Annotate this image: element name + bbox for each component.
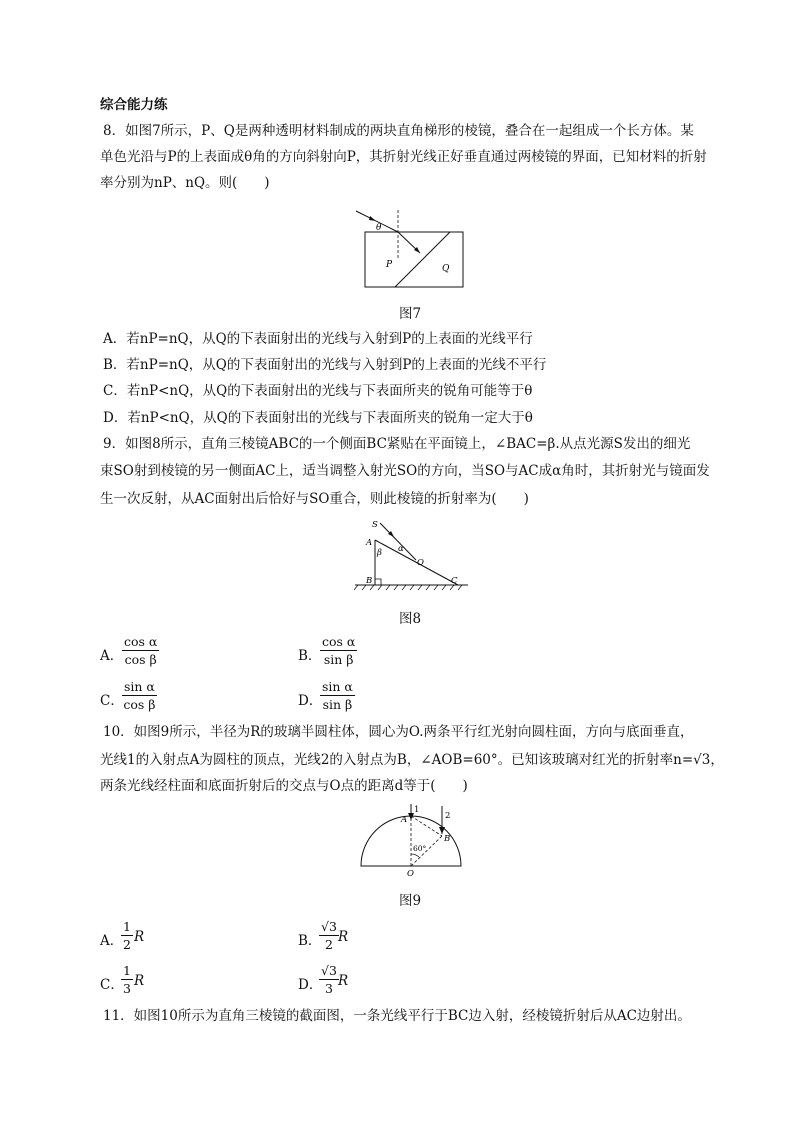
q9-option-c-den: cos β [123, 697, 156, 712]
figure-7-caption: 图7 [399, 306, 422, 322]
q9-line-3: 生一次反射，从AC面射出后恰好与SO重合，则此棱镜的折射率为( ) [100, 491, 529, 507]
q8-option-b: B．若nP=nQ，从Q的下表面射出的光线与入射到P的上表面的光线不平行 [103, 357, 547, 373]
q9-option-a-den: cos β [124, 652, 157, 667]
incident-arrow [369, 216, 376, 221]
label-2: 2 [445, 811, 451, 821]
q10-option-b-fraction [319, 919, 339, 952]
label-1: 1 [414, 805, 420, 815]
q9-option-a-letter: A． [100, 648, 124, 664]
label-o: O [417, 558, 424, 568]
q10-line-1: 10．如图9所示，半径为R的玻璃半圆柱体，圆心为O.两条平行红光射向圆柱面，方向与底面垂直， [103, 724, 694, 740]
figure-8-caption: 图8 [399, 611, 422, 627]
q8-option-d: D．若nP<nQ，从Q的下表面射出的光线与下表面所夹的锐角一定大于θ [103, 410, 533, 426]
label-o: O [407, 869, 414, 879]
prism-rect [365, 232, 463, 287]
q9-option-d-den: sin β [322, 697, 353, 712]
q10-option-d-tail: R [338, 973, 349, 989]
q10-option-b-den: 2 [324, 937, 333, 952]
q9-option-d-letter: D． [298, 693, 323, 709]
q10-line-2: 光线1的入射点A为圆柱的顶点，光线2的入射点为B，∠AOB=60°。已知该玻璃对红光的折射率n=√3， [100, 752, 724, 768]
q11-line-1: 11．如图10所示为直角三棱镜的截面图，一条光线平行于BC边入射，经棱镜折射后从AC边射出。 [103, 1008, 691, 1024]
q9-option-b-num: cos α [322, 634, 356, 649]
q10-option-c-tail: R [134, 973, 145, 989]
label-angle: 60° [413, 844, 427, 853]
label-p: P [386, 260, 393, 270]
label-b: B [444, 834, 451, 844]
figure-9 [355, 800, 470, 880]
q10-option-a-num: 1 [123, 919, 131, 934]
q10-option-b-num: √3 [321, 919, 337, 934]
q8-line-3: 率分别为nP、nQ。则( ) [100, 175, 270, 191]
q9-line-2: 束SO射到棱镜的另一侧面AC上，适当调整入射光SO的方向，当SO与AC成α角时，其折射光与镜面发 [100, 463, 710, 479]
q10-option-c-den: 3 [123, 981, 131, 996]
q10-option-b-tail: R [338, 929, 349, 945]
label-c: C [451, 576, 458, 586]
label-s: S [372, 520, 378, 530]
figure-7 [350, 205, 470, 290]
q9-option-b-den: sin β [323, 652, 354, 667]
q10-option-a-den: 2 [123, 937, 131, 952]
angle-arc [411, 854, 419, 857]
label-beta: β [377, 548, 382, 558]
q9-line-1: 9．如图8所示，直角三棱镜ABC的一个侧面BC紧贴在平面镜上，∠BAC=β.从点光源S发出的细光 [103, 436, 691, 452]
q9-option-c-num: sin α [124, 679, 155, 694]
label-a: A [401, 815, 408, 825]
label-a: A [366, 538, 373, 548]
ray-2-arrow [439, 827, 445, 834]
label-q: Q [442, 264, 450, 274]
q10-option-c-fraction [121, 963, 133, 996]
label-b: B [366, 576, 373, 586]
q9-option-d-num: sin α [322, 679, 353, 694]
q8-line-1: 8．如图7所示，P、Q是两种透明材料制成的两块直角梯形的棱镜，叠合在一起组成一个长方体。某 [103, 123, 694, 139]
figure-9-caption: 图9 [399, 893, 422, 909]
q9-option-c-letter: C． [100, 693, 124, 709]
label-theta: θ [376, 223, 382, 233]
q9-option-a-num: cos α [124, 634, 158, 649]
label-alpha: α [398, 544, 404, 554]
prism-interface [395, 232, 450, 287]
q9-option-a-fraction [122, 634, 159, 667]
q9-option-d-fraction [320, 679, 355, 712]
ray-so [380, 523, 416, 560]
q8-option-c: C．若nP<nQ，从Q的下表面射出的光线与下表面所夹的锐角可能等于θ [103, 383, 533, 399]
q10-option-d-fraction [319, 963, 339, 996]
figure-8 [350, 515, 470, 595]
chord-ab [411, 816, 442, 836]
q10-line-3: 两条光线经柱面和底面折射后的交点与O点的距离d等于( ) [100, 778, 468, 794]
q10-option-c-letter: C． [100, 977, 124, 993]
q9-option-b-letter: B． [298, 648, 322, 664]
q8-option-a: A．若nP=nQ，从Q的下表面射出的光线与入射到P的上表面的光线平行 [103, 331, 533, 347]
q10-option-d-den: 3 [324, 981, 333, 996]
q10-option-a-tail: R [134, 929, 145, 945]
right-angle-mark [375, 579, 381, 585]
q10-option-c-num: 1 [123, 963, 131, 978]
q10-option-d-letter: D． [298, 977, 323, 993]
q9-option-c-fraction [122, 679, 157, 712]
q8-line-2: 单色光沿与P的上表面成θ角的方向斜射向P，其折射光线正好垂直通过两棱镜的界面，已知材料的折射 [100, 149, 707, 165]
q10-option-b-letter: B． [298, 933, 322, 949]
q10-option-d-num: √3 [321, 963, 337, 978]
section-title: 综合能力练 [100, 97, 168, 113]
q10-option-a-fraction [121, 919, 133, 952]
q9-option-b-fraction [320, 634, 357, 667]
q10-option-a-letter: A． [100, 933, 124, 949]
